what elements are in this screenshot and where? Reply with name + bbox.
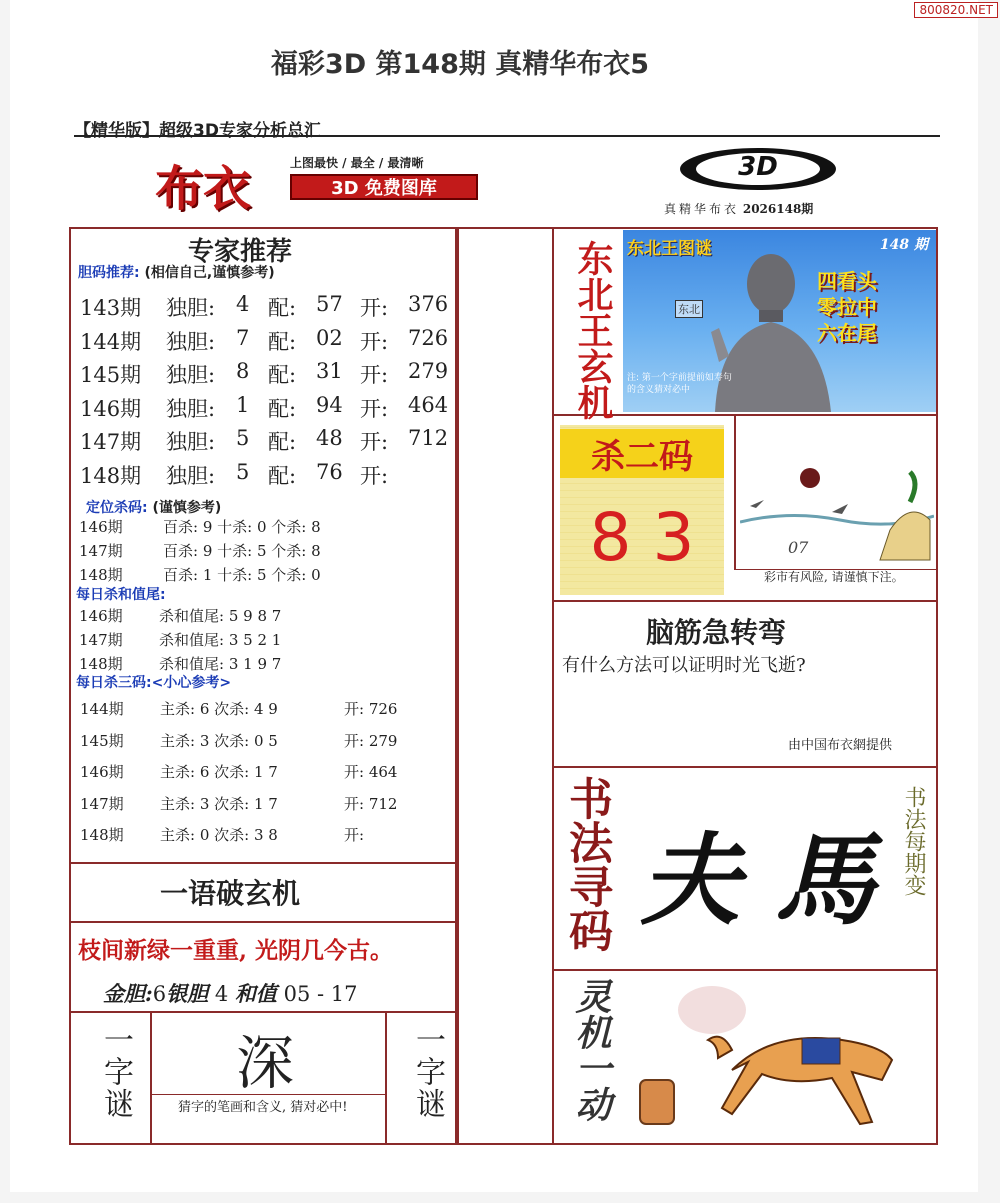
sum-period: 146期 — [79, 607, 123, 625]
northeast-image — [623, 230, 936, 412]
dan-value: 5 — [236, 426, 250, 450]
kai-value: 464 — [408, 392, 449, 417]
three-text: 主杀: 6 次杀: 4 9 — [160, 700, 278, 718]
brain-title: 脑筋急转弯 — [646, 616, 787, 649]
three-kai: 开: 712 — [344, 794, 398, 813]
pei-value: 94 — [316, 392, 343, 417]
seal-logo — [676, 144, 840, 194]
dan-label — [78, 262, 275, 282]
pos-label — [86, 497, 221, 517]
pei-label-cell: 配: — [268, 363, 297, 387]
seal-caption: 真精华布衣 — [664, 202, 740, 216]
riddle-title: 一语破玄机 — [160, 877, 301, 910]
pei-label-cell: 配: — [268, 463, 297, 488]
pei-value: 31 — [316, 359, 343, 383]
right-divider-4 — [552, 969, 938, 971]
dan-row — [80, 359, 450, 389]
kai-value: 726 — [408, 325, 449, 350]
seal-mark: 3D — [738, 152, 778, 182]
dan-value: 7 — [236, 325, 250, 350]
three-period: 148期 — [80, 826, 124, 844]
kai-label-cell: 开: — [360, 430, 389, 454]
three-label: 每日杀三码:<小心参考> — [76, 675, 232, 691]
three-kai: 开: 279 — [344, 731, 398, 750]
dan-row — [80, 326, 450, 356]
seal-caption-line — [664, 200, 813, 217]
three-period: 147期 — [80, 794, 124, 813]
dan-row — [80, 292, 450, 322]
word-riddle-char: 深 — [236, 1029, 295, 1097]
northeast-img-period: 148 期 — [879, 237, 928, 253]
dan-note: (相信自己,谨慎参考) — [144, 265, 275, 281]
left-divider-1 — [69, 862, 457, 864]
sum-period: 148期 — [79, 655, 123, 673]
kai-label-cell: 开: — [360, 396, 389, 421]
kill-two-picture — [740, 432, 934, 566]
sum-text: 杀和值尾: 3 5 2 1 — [159, 631, 282, 649]
word-riddle-divider-left — [150, 1011, 152, 1145]
pei-label-cell: 配: — [268, 430, 297, 454]
silver-value: 4 — [214, 982, 229, 1006]
brand-library-badge: 3D 免费图库 — [290, 174, 478, 200]
pos-text: 百杀: 9 十杀: 5 个杀: 8 — [163, 542, 321, 560]
gold-label: 金胆: — [103, 981, 153, 1006]
kill-two-title: 杀二码 — [560, 429, 724, 478]
header-divider — [74, 135, 940, 137]
three-kai: 开: 726 — [344, 700, 398, 718]
sum-text: 杀和值尾: 5 9 8 7 — [159, 607, 282, 625]
sum-text: 杀和值尾: 3 1 9 7 — [159, 655, 282, 673]
brain-question: 有什么方法可以证明时光飞逝? — [562, 655, 806, 676]
three-period: 146期 — [80, 763, 124, 781]
dan-label-cell: 独胆: — [166, 363, 216, 387]
pei-label-cell: 配: — [268, 296, 297, 320]
inspiration-side-label: 灵机一动 — [570, 978, 612, 1122]
kill-two-panel — [560, 425, 724, 595]
pei-label-cell: 配: — [268, 329, 297, 354]
pos-text: 百杀: 1 十杀: 5 个杀: 0 — [163, 566, 321, 584]
dan-period: 148期 — [80, 463, 142, 488]
pos-period: 146期 — [79, 518, 123, 536]
kai-label-cell: 开: — [360, 363, 389, 387]
right-divider-2 — [552, 600, 938, 602]
pei-value: 48 — [316, 426, 343, 450]
calligraphy-side-label: 书法寻码 — [561, 776, 612, 952]
northeast-img-seal: 东北 — [675, 300, 703, 318]
dan-row — [80, 426, 450, 456]
dan-label-cell: 独胆: — [166, 430, 216, 454]
spacer-column — [457, 227, 554, 1145]
three-kai: 开: — [344, 826, 365, 844]
silver-label: 银胆 — [166, 981, 209, 1006]
page-title: 福彩3D 第148期 真精华布衣5 — [270, 49, 650, 80]
seal-date: 2026148期 — [742, 202, 814, 216]
running-horse-icon — [632, 980, 932, 1140]
risk-warning: 彩市有风险, 请谨慎下注。 — [764, 570, 904, 584]
pos-label-text: 定位杀码: — [86, 500, 148, 516]
pos-note: (谨慎参考) — [152, 500, 222, 516]
pos-period: 148期 — [79, 566, 123, 584]
riddle-poem: 枝间新绿一重重, 光阴几今古。 — [78, 937, 394, 964]
dan-period: 146期 — [80, 396, 142, 421]
calligraphy-side-right: 书法每期变 — [901, 786, 926, 896]
kai-label-cell: 开: — [360, 463, 389, 488]
sum-hint-label: 和值 — [234, 981, 277, 1006]
word-riddle-hint: 猜字的笔画和含义, 猜对必中! — [178, 1100, 348, 1115]
word-riddle-side-left: 一字谜 — [98, 1024, 133, 1120]
northeast-poem-line: 四看头 — [817, 269, 877, 293]
brain-source: 由中国布衣網提供 — [788, 738, 893, 753]
three-text: 主杀: 3 次杀: 1 7 — [160, 794, 278, 813]
brand-tagline: 上图最快 / 最全 / 最清晰 — [290, 156, 424, 170]
dan-period: 145期 — [80, 363, 142, 387]
three-period: 144期 — [80, 700, 124, 718]
dan-period: 147期 — [80, 430, 142, 454]
three-text: 主杀: 6 次杀: 1 7 — [160, 763, 278, 781]
kill-two-digits: 8 3 — [589, 499, 695, 576]
brand-name: 布衣 — [155, 161, 252, 217]
dan-label-cell: 独胆: — [166, 396, 216, 421]
northeast-poem-line: 零拉中 — [817, 295, 877, 319]
dan-value: 4 — [236, 292, 250, 316]
three-period: 145期 — [80, 731, 124, 750]
dan-row — [80, 393, 450, 423]
dan-period: 143期 — [80, 296, 142, 320]
sum-period: 147期 — [79, 631, 123, 649]
pei-value: 02 — [316, 325, 343, 350]
brand-logo — [155, 150, 480, 217]
pei-value: 57 — [316, 292, 343, 316]
dan-label-text: 胆码推荐: — [78, 265, 140, 281]
northeast-img-poem — [817, 268, 877, 346]
riddle-hints — [103, 978, 357, 1008]
dan-period: 144期 — [80, 329, 142, 354]
three-kai: 开: 464 — [344, 763, 398, 781]
sum-hint-value: 05 - 17 — [283, 982, 358, 1006]
landscape-painting-icon — [740, 432, 934, 566]
site-watermark: 800820.NET — [914, 2, 998, 18]
pos-text: 百杀: 9 十杀: 0 个杀: 8 — [163, 518, 321, 536]
kai-label-cell: 开: — [360, 329, 389, 354]
three-text: 主杀: 3 次杀: 0 5 — [160, 731, 278, 750]
word-riddle-divider-right — [385, 1011, 387, 1145]
pei-value: 76 — [316, 459, 343, 484]
gold-value: 6 — [152, 982, 167, 1006]
horse-picture — [632, 980, 932, 1140]
right-divider-3 — [552, 766, 938, 768]
northeast-poem-line: 六在尾 — [817, 321, 877, 345]
kai-label-cell: 开: — [360, 296, 389, 320]
dan-value: 8 — [236, 359, 250, 383]
dan-label-cell: 独胆: — [166, 329, 216, 354]
word-riddle-side-right: 一字谜 — [410, 1024, 445, 1120]
kai-value: 712 — [408, 426, 449, 450]
kai-value: 376 — [408, 292, 449, 316]
three-text: 主杀: 0 次杀: 3 8 — [160, 826, 278, 844]
northeast-img-title: 东北王图谜 — [627, 239, 712, 259]
sum-label: 每日杀和值尾: — [76, 587, 166, 603]
dan-label-cell: 独胆: — [166, 296, 216, 320]
expert-title: 专家推荐 — [188, 237, 293, 267]
word-riddle-hint-divider — [150, 1094, 385, 1095]
dan-label-cell: 独胆: — [166, 463, 216, 488]
northeast-img-note: 注: 第一个字前提前如寿句的含义猜对必中 — [627, 373, 732, 395]
kill-two-divider — [734, 414, 736, 570]
left-divider-2 — [69, 921, 457, 923]
dan-value: 1 — [236, 392, 250, 417]
kill-two-pic-number: 07 — [788, 538, 809, 557]
page-subtitle: 【精华版】超级3D专家分析总汇 — [74, 121, 321, 141]
dan-value: 5 — [236, 459, 250, 484]
pei-label-cell: 配: — [268, 396, 297, 421]
northeast-side-label: 东北王玄机 — [572, 240, 614, 420]
pos-period: 147期 — [79, 542, 123, 560]
kai-value: 279 — [408, 359, 449, 383]
calligraphy-chars: 夫 馬 — [640, 821, 875, 939]
dan-row — [80, 460, 450, 490]
left-divider-3 — [69, 1011, 457, 1013]
